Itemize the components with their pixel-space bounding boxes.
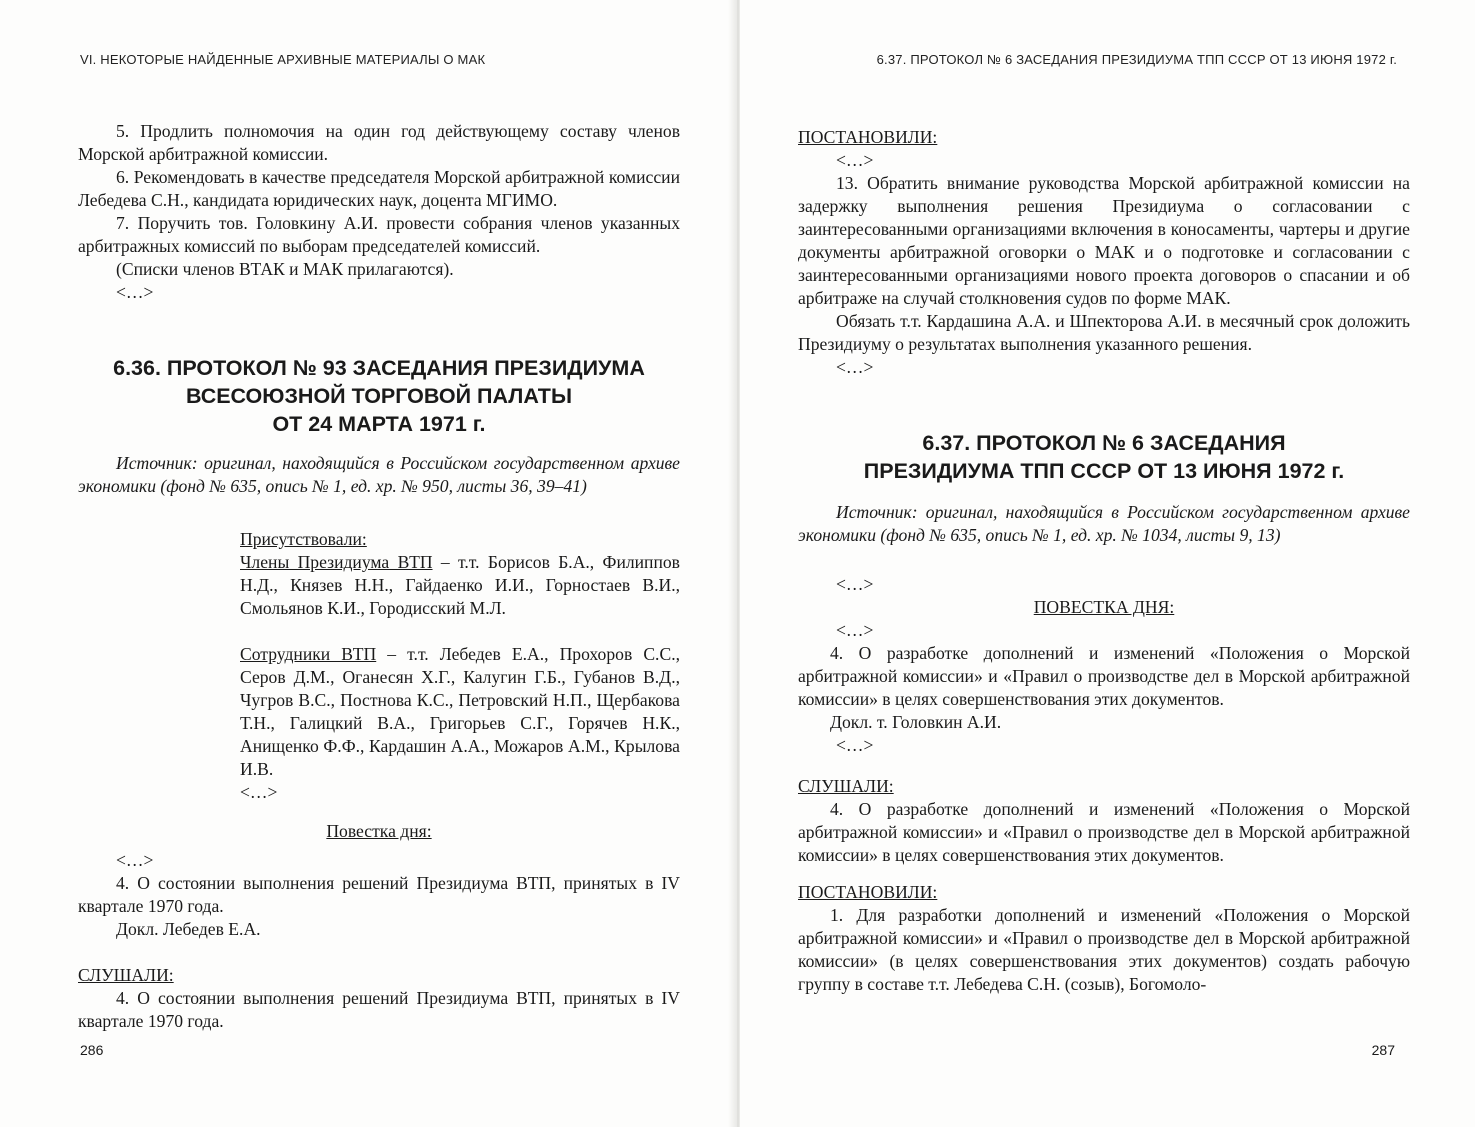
attendance-block [78, 528, 680, 804]
agenda-label: Повестка дня: [326, 821, 432, 841]
ellipsis: <…> [836, 357, 874, 377]
section-title-line: ОТ 24 МАРТА 1971 г. [272, 412, 486, 436]
ellipsis: <…> [836, 620, 874, 640]
source-note: Источник: оригинал, находящийся в Российском государственном архиве экономики (фонд № 635, опись № 1, ед. хр. № 1034, листы 9, 13) [798, 502, 1410, 545]
section-title-line: ПРЕЗИДИУМА ТПП СССР ОТ 13 ИЮНЯ 1972 г. [863, 459, 1345, 483]
page-number-left: 286 [80, 1042, 104, 1058]
members-list [240, 551, 680, 620]
section-title-6-36 [78, 354, 680, 438]
left-body [78, 120, 680, 1033]
staff-list [240, 643, 680, 781]
left-page [0, 0, 735, 1127]
resolved-item-1: 1. Для разработки дополнений и изменений «Положения о Морской арбитражной комиссии» и «Правил о производстве дел в Морской арбитражной комиссии» (в целях совершенствования этих документов) создать рабочую группу в составе т.т. Лебедева С.Н. (созыв), Богомоло- [798, 905, 1410, 994]
members-text: – т.т. Борисов Б.А., Филиппов Н.Д., Князев Н.Н., Гайдаенко И.И., Горностаев В.И., Смольянов К.И., Городисский М.Л. [240, 552, 680, 618]
paragraph: (Списки членов ВТАК и МАК прилагаются). [116, 259, 454, 279]
section-title-line: 6.36. ПРОТОКОЛ № 93 ЗАСЕДАНИЯ ПРЕЗИДИУМА [113, 356, 645, 380]
agenda-item: 4. О состоянии выполнения решений Президиума ВТП, принятых в IV квартале 1970 года. [78, 873, 680, 916]
paragraph: 5. Продлить полномочия на один год действующему составу членов Морской арбитражной комиссии. [78, 121, 680, 164]
heard-label: СЛУШАЛИ: [78, 965, 174, 985]
running-head-left: VI. НЕКОТОРЫЕ НАЙДЕННЫЕ АРХИВНЫЕ МАТЕРИАЛЫ О МАК [80, 52, 486, 67]
resolved-label: ПОСТАНОВИЛИ: [798, 127, 938, 147]
resolved-label-2: ПОСТАНОВИЛИ: [798, 882, 938, 902]
right-body [798, 126, 1410, 996]
section-title-6-37 [798, 429, 1410, 485]
paragraph: 6. Рекомендовать в качестве председателя Морской арбитражной комиссии Лебедева С.Н., кандидата юридических наук, доцента МГИМО. [78, 167, 680, 210]
page-number-right: 287 [1371, 1042, 1395, 1058]
item-13: 13. Обратить внимание руководства Морской арбитражной комиссии на задержку выполнения решения Президиума о согласовании с заинтересованными организациями включения в коносаменты, чартеры и другие документы арбитражной оговорки о МАК и о подготовке и согласовании с заинтересованными организациями нового проекта договоров о спасании и об арбитраже на случай столкновения судов по форме МАК. [798, 173, 1410, 308]
ellipsis: <…> [116, 282, 154, 302]
section-title-line: ВСЕСОЮЗНОЙ ТОРГОВОЙ ПАЛАТЫ [185, 384, 572, 408]
paragraph: 7. Поручить тов. Головкину А.И. провести собрания членов указанных арбитражных комиссий по выборам председателей комиссий. [78, 213, 680, 256]
running-head-right: 6.37. ПРОТОКОЛ № 6 ЗАСЕДАНИЯ ПРЕЗИДИУМА ТПП СССР ОТ 13 ИЮНЯ 1972 г. [876, 52, 1397, 67]
staff-label: Сотрудники ВТП [240, 644, 377, 664]
ellipsis: <…> [836, 735, 874, 755]
members-label: Члены Президиума ВТП [240, 552, 433, 572]
heard-label: СЛУШАЛИ: [798, 776, 894, 796]
speaker: Докл. т. Головкин А.И. [830, 712, 1002, 732]
ellipsis: <…> [240, 782, 278, 802]
source-note: Источник: оригинал, находящийся в Российском государственном архиве экономики (фонд № 635, опись № 1, ед. хр. № 950, листы 36, 39–41) [78, 453, 680, 496]
agenda-item: 4. О разработке дополнений и изменений «Положения о Морской арбитражной комиссии» и «Правил о производстве дел в Морской арбитражной комиссии» в целях совершенствования этих документов. [798, 643, 1410, 709]
attended-label: Присутствовали: [240, 529, 367, 549]
heard-item: 4. О состоянии выполнения решений Президиума ВТП, принятых в IV квартале 1970 года. [78, 988, 680, 1031]
agenda-label: ПОВЕСТКА ДНЯ: [1033, 597, 1175, 617]
oblige-paragraph: Обязать т.т. Кардашина А.А. и Шпекторова А.И. в месячный срок доложить Президиуму о результатах выполнения указанного решения. [798, 311, 1410, 354]
ellipsis: <…> [836, 574, 874, 594]
speaker: Докл. Лебедев Е.А. [116, 919, 261, 939]
ellipsis: <…> [116, 850, 154, 870]
section-title-line: 6.37. ПРОТОКОЛ № 6 ЗАСЕДАНИЯ [922, 431, 1286, 455]
ellipsis: <…> [836, 150, 874, 170]
heard-item: 4. О разработке дополнений и изменений «Положения о Морской арбитражной комиссии» и «Правил о производстве дел в Морской арбитражной комиссии» в целях совершенствования этих документов. [798, 799, 1410, 865]
right-page [740, 0, 1475, 1127]
staff-text: – т.т. Лебедев Е.А., Прохоров С.С., Серов Д.М., Оганесян Х.Г., Калугин Г.Б., Губанов В.Д., Чугров В.С., Постнова К.С., Петровский Н.П., Щербакова Т.Н., Галицкий В.А., Григорьев С.Г., Горячев Н.К., Анищенко Ф.Ф., Кардашин А.А., Можаров А.М., Крылова И.В. [240, 644, 680, 779]
